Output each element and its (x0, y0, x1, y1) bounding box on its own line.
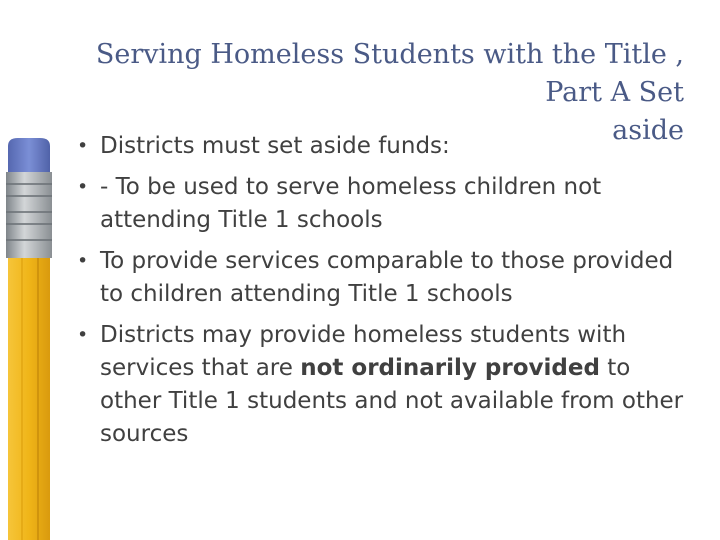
list-item (77, 171, 687, 237)
bullet-marker: • (77, 176, 89, 198)
bullet-text: Districts must set aside funds: (100, 133, 450, 159)
title-line-1: Serving Homeless Students with the Title , (95, 39, 684, 70)
bullet-text-emphasis: not ordinarily provided (300, 355, 600, 381)
list-item (77, 130, 687, 163)
bullet-text-start: Districts may provide homeless students with services that are (100, 322, 627, 381)
title-line-2: Part A Set (545, 77, 684, 108)
bullet-marker: • (77, 324, 89, 346)
title-line-3: aside (612, 115, 684, 146)
pencil-icon (0, 0, 60, 540)
list-item (77, 319, 687, 451)
bullet-text-end: to other Title 1 students and not available from other sources (100, 355, 684, 447)
bullet-text: - To be used to serve homeless children not attending Title 1 schools (100, 174, 602, 233)
list-item (77, 245, 687, 311)
bullet-text: To provide services comparable to those provided to children attending Title 1 schools (100, 248, 674, 307)
bullet-marker: • (77, 250, 89, 272)
bullet-list (77, 130, 687, 459)
bullet-marker: • (77, 135, 89, 157)
